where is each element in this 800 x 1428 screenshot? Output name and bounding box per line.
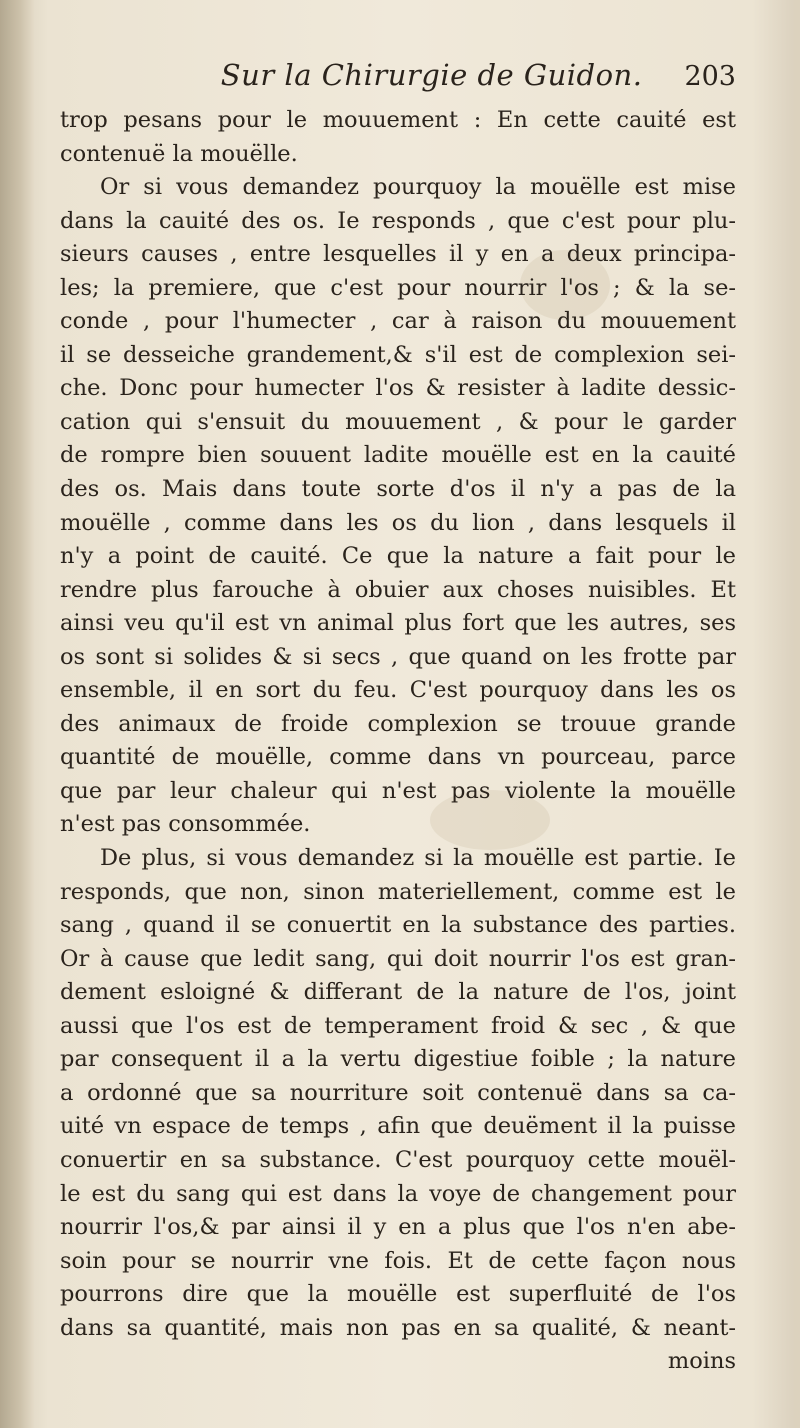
text-line: mouëlle , comme dans les os du lion , dans lesquels il bbox=[60, 509, 736, 536]
text-line: os sont si solides & si secs , que quand on les frotte par bbox=[60, 643, 736, 670]
text-line: nourrir l'os,& par ainsi il y en a plus que l'os n'en abe- bbox=[60, 1214, 736, 1241]
text-line: rendre plus farouche à obuier aux choses nuisibles. Et bbox=[60, 576, 736, 603]
text-line: ainsi veu qu'il est vn animal plus fort que les autres, ses bbox=[60, 610, 736, 637]
text-line: le est du sang qui est dans la voye de changement pour bbox=[60, 1180, 736, 1207]
text-line: soin pour se nourrir vne fois. Et de cette façon nous bbox=[60, 1247, 736, 1274]
text-line: il se desseiche grandement,& s'il est de complexion sei- bbox=[60, 341, 736, 368]
book-gutter-shadow bbox=[0, 0, 34, 1428]
text-line: quantité de mouëlle, comme dans vn pourceau, parce bbox=[60, 744, 736, 771]
running-title: Sur la Chirurgie de Guidon. bbox=[220, 58, 643, 92]
text-line: aussi que l'os est de temperament froid & sec , & que bbox=[60, 1012, 736, 1039]
text-line: a ordonné que sa nourriture soit contenuë dans sa ca- bbox=[60, 1079, 736, 1106]
text-line: de rompre bien souuent ladite mouëlle est en la cauité bbox=[60, 442, 736, 469]
text-line: sieurs causes , entre lesquelles il y en a deux principa- bbox=[60, 241, 736, 268]
text-line: trop pesans pour le mouuement : En cette cauité est bbox=[60, 107, 736, 133]
text-line: dans la cauité des os. Ie responds , que c'est pour plu- bbox=[60, 207, 736, 234]
text-line: dement esloigné & differant de la nature de l'os, joint bbox=[60, 979, 736, 1006]
page-edge bbox=[794, 0, 800, 1428]
page-number: 203 bbox=[684, 61, 736, 92]
text-line: Or à cause que ledit sang, qui doit nourrir l'os est gran- bbox=[60, 945, 736, 972]
text-line: n'est pas consommée. bbox=[60, 811, 311, 838]
catchword: moins bbox=[667, 1348, 736, 1375]
text-line: De plus, si vous demandez si la mouëlle est partie. Ie bbox=[100, 845, 736, 872]
text-line: Or si vous demandez pourquoy la mouëlle est mise bbox=[100, 174, 736, 201]
text-line: par consequent il a la vertu digestiue foible ; la nature bbox=[60, 1046, 736, 1073]
text-line: des animaux de froide complexion se trouue grande bbox=[60, 710, 736, 737]
text-line: conuertir en sa substance. C'est pourquoy cette mouël- bbox=[60, 1146, 736, 1173]
text-line: uité vn espace de temps , afin que deuëment il la puisse bbox=[60, 1113, 736, 1140]
text-line: pourrons dire que la mouëlle est superfluité de l'os bbox=[60, 1281, 736, 1308]
text-block bbox=[60, 58, 736, 1377]
text-line: que par leur chaleur qui n'est pas violente la mouëlle bbox=[60, 777, 736, 804]
running-head bbox=[60, 58, 736, 104]
text-line: des os. Mais dans toute sorte d'os il n'y a pas de la bbox=[60, 476, 736, 503]
text-line: ensemble, il en sort du feu. C'est pourquoy dans les os bbox=[60, 677, 736, 704]
body-text bbox=[60, 104, 736, 1345]
text-line: sang , quand il se conuertit en la substance des parties. bbox=[60, 912, 736, 939]
text-line: les; la premiere, que c'est pour nourrir l'os ; & la se- bbox=[60, 274, 736, 301]
text-line: dans sa quantité, mais non pas en sa qualité, & neant- bbox=[60, 1314, 736, 1341]
text-line: responds, que non, sinon materiellement, comme est le bbox=[60, 878, 736, 905]
text-line: contenuë la mouëlle. bbox=[60, 140, 298, 167]
text-line: conde , pour l'humecter , car à raison du mouuement bbox=[60, 308, 736, 335]
text-line: n'y a point de cauité. Ce que la nature a fait pour le bbox=[60, 543, 736, 570]
catchword-row bbox=[60, 1345, 736, 1377]
text-line: che. Donc pour humecter l'os & resister à ladite dessic- bbox=[60, 375, 736, 402]
text-line: cation qui s'ensuit du mouuement , & pour le garder bbox=[60, 408, 736, 435]
